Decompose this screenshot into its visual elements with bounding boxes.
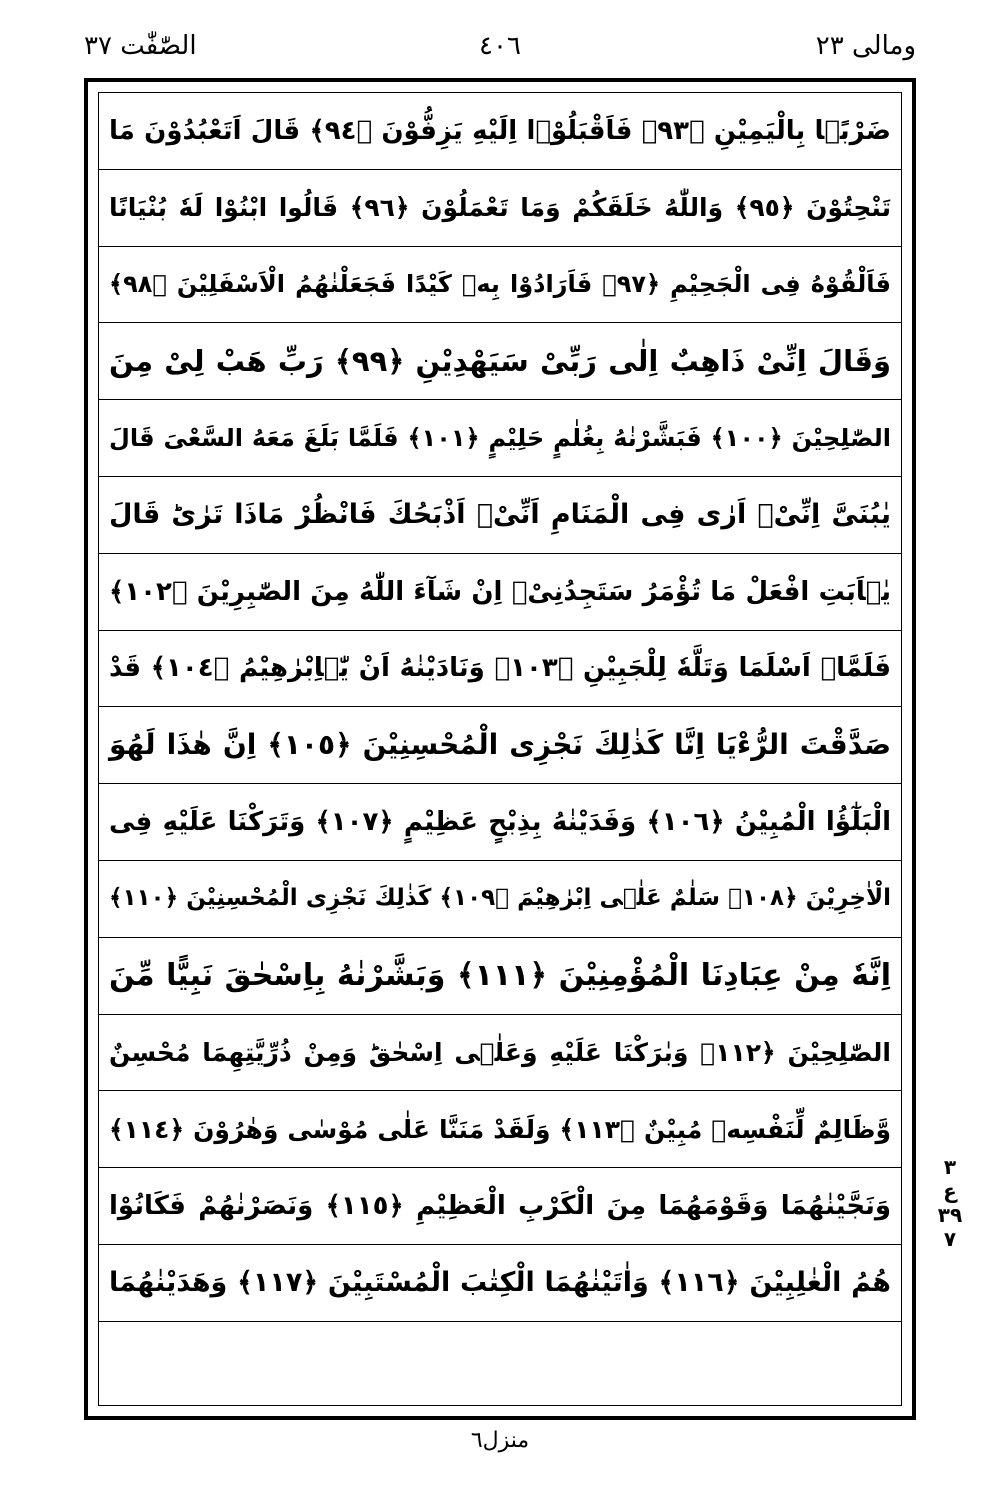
line-text: وَنَجَّيْنٰهُمَا وَقَوْمَهُمَا مِنَ الْكَرْبِ الْعَظِيْمِ ﴿١١٥﴾ وَنَصَرْنٰهُمْ فَكَانُوْا	[109, 1191, 891, 1222]
verse-lines	[99, 93, 901, 1405]
page-header	[84, 22, 916, 72]
text-line	[99, 784, 901, 861]
text-line	[99, 707, 901, 784]
line-text: الْاٰخِرِيْنَ ﴿١٠٨﴾ سَلٰمٌ عَلٰۤى اِبْرٰهِيْمَ ﴿١٠٩﴾ كَذٰلِكَ نَجْزِى الْمُحْسِنِيْنَ ﴿١١٠﴾	[109, 885, 891, 912]
text-line	[99, 323, 901, 400]
surah-name: الصّٰفّٰت ٣٧	[84, 31, 197, 61]
line-text: الْبَلٰٓؤُا الْمُبِيْنُ ﴿١٠٦﴾ وَفَدَيْنٰهُ بِذِبْحٍ عَظِيْمٍ ﴿١٠٧﴾ وَتَرَكْنَا عَلَيْهِ فِى	[109, 807, 891, 838]
text-line	[99, 1245, 901, 1322]
ruku-marker	[928, 1155, 972, 1251]
text-line	[99, 477, 901, 554]
line-text: وَّظَالِمٌ لِّنَفْسِهٖ مُبِيْنٌ ﴿١١٣﴾ وَلَقَدْ مَنَنَّا عَلٰى مُوْسٰى وَهٰرُوْنَ ﴿١١٤﴾	[109, 1114, 891, 1144]
line-text: فَاَلْقُوْهُ فِى الْجَحِيْمِ ﴿٩٧﴾ فَاَرَادُوْا بِهٖ كَيْدًا فَجَعَلْنٰهُمُ الْاَسْفَلِيْنَ ﴿٩٨﴾	[109, 270, 891, 299]
line-text: صَدَّقْتَ الرُّءْيَا اِنَّا كَذٰلِكَ نَجْزِى الْمُحْسِنِيْنَ ﴿١٠٥﴾ اِنَّ هٰذَا لَهُوَ	[109, 728, 891, 762]
text-line	[99, 861, 901, 938]
text-line	[99, 1168, 901, 1245]
line-text: هُمُ الْغٰلِبِيْنَ ﴿١١٦﴾ وَاٰتَيْنٰهُمَا الْكِتٰبَ الْمُسْتَبِيْنَ ﴿١١٧﴾ وَهَدَيْنٰهُمَا	[109, 1267, 891, 1299]
line-text: يٰبُنَىَّ اِنِّىْۤ اَرٰى فِى الْمَنَامِ اَنِّىْۤ اَذْبَحُكَ فَانْظُرْ مَاذَا تَرٰىؕ قَالَ	[109, 499, 891, 531]
ruku-count: ٣	[943, 1155, 957, 1179]
text-frame	[84, 78, 916, 1420]
line-text: اِنَّهٗ مِنْ عِبَادِنَا الْمُؤْمِنِيْنَ ﴿١١١﴾ وَبَشَّرْنٰهُ بِاِسْحٰقَ نَبِيًّا مِّنَ	[109, 957, 891, 993]
line-text: فَلَمَّاۤ اَسْلَمَا وَتَلَّهٗ لِلْجَبِيْنِ ﴿١٠٣﴾ وَنَادَيْنٰهُ اَنْ يّٰۤاِبْرٰهِيْمُ ﴿١٠٤﴾ قَدْ	[109, 653, 891, 684]
text-line	[99, 938, 901, 1015]
text-line	[99, 1322, 901, 1399]
line-text: الصّٰلِحِيْنَ ﴿١١٢﴾ وَبٰرَكْنَا عَلَيْهِ وَعَلٰۤى اِسْحٰقَؕ وَمِنْ ذُرِّيَّتِهِمَا مُحْسِنٌ	[109, 1037, 891, 1067]
line-text: وَقَالَ اِنِّىْ ذَاهِبٌ اِلٰى رَبِّىْ سَيَهْدِيْنِ ﴿٩٩﴾ رَبِّ هَبْ لِىْ مِنَ	[109, 343, 891, 378]
ruku-number: ع ٣٩	[937, 1179, 963, 1227]
page-number: ٤٠٦	[479, 31, 521, 61]
para-name: ومالی ٢٣	[815, 31, 916, 61]
text-line	[99, 400, 901, 477]
text-line	[99, 554, 901, 631]
text-frame-inner-border	[98, 92, 902, 1406]
line-text: ضَرْبًۢا بِالْيَمِيْنِ ﴿٩٣﴾ فَاَقْبَلُوْۤا اِلَيْهِ يَزِفُّوْنَ ﴿٩٤﴾ قَالَ اَتَعْبُدُوْنَ مَا	[109, 115, 891, 146]
line-text: يٰۤاَبَتِ افْعَلْ مَا تُؤْمَرُ سَتَجِدُنِىْۤ اِنْ شَآءَ اللّٰهُ مِنَ الصّٰبِرِيْنَ ﴿١٠٢﴾	[109, 576, 891, 607]
line-text: تَنْحِتُوْنَ ﴿٩٥﴾ وَاللّٰهُ خَلَقَكُمْ وَمَا تَعْمَلُوْنَ ﴿٩٦﴾ قَالُوا ابْنُوْا لَهٗ بُنْيَانًا	[109, 193, 891, 223]
manzil-footer: منزل٦	[470, 1428, 530, 1453]
text-line	[99, 631, 901, 708]
text-line	[99, 247, 901, 324]
text-line	[99, 1015, 901, 1092]
text-line	[99, 93, 901, 170]
ruku-verses: ٧	[943, 1227, 957, 1251]
line-text: الصّٰلِحِيْنَ ﴿١٠٠﴾ فَبَشَّرْنٰهُ بِغُلٰمٍ حَلِيْمٍ ﴿١٠١﴾ فَلَمَّا بَلَغَ مَعَهُ السَّعْىَ قَالَ	[109, 424, 891, 453]
text-line	[99, 170, 901, 247]
text-line	[99, 1091, 901, 1168]
